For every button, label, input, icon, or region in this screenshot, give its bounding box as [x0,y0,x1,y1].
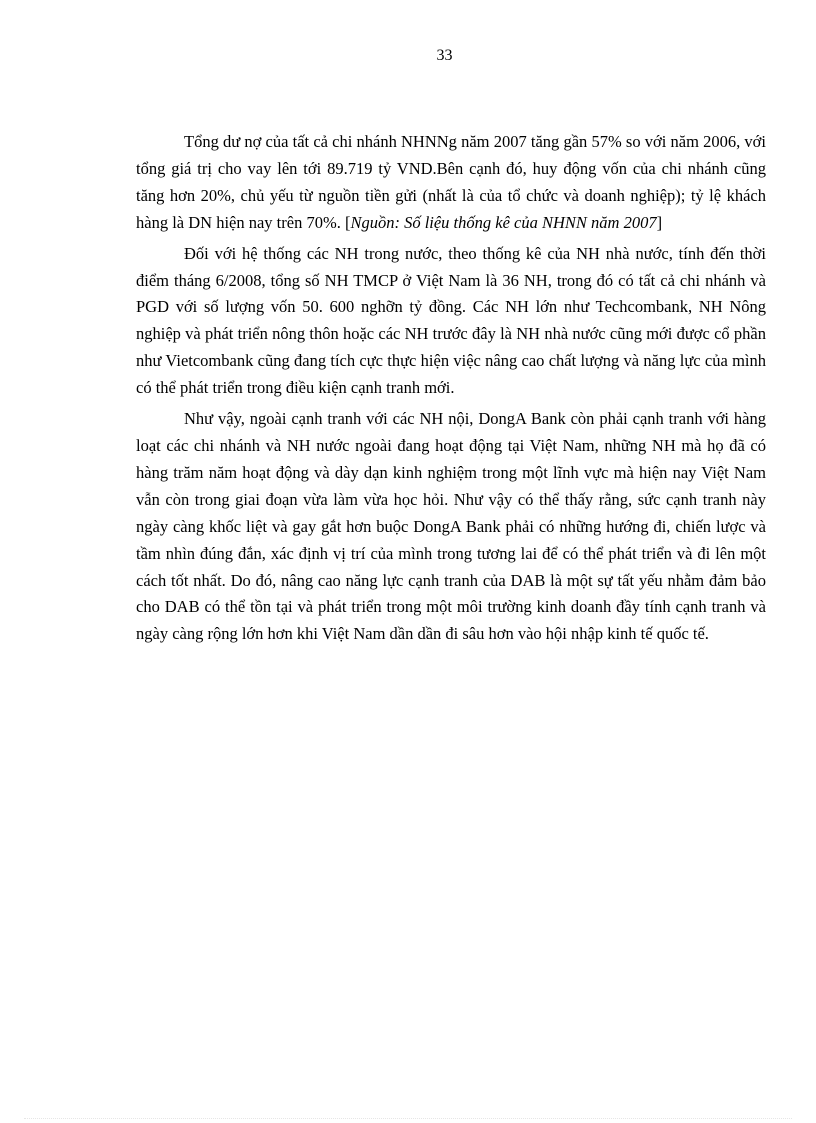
page-bottom-divider [24,1118,792,1119]
body-text [136,129,766,652]
paragraph-1-text: Tổng dư nợ của tất cả chi nhánh NHNNg năm 2007 tăng gần 57% so với năm 2006, với tổng giá trị cho vay lên tới 89.719 tỷ VND.Bên cạnh đó, huy động vốn của chi nhánh cũng tăng hơn 20%, chủ yếu từ nguồn tiền gửi (nhất là của tổ chức và doanh nghiệp); tỷ lệ khách hàng là DN hiện nay trên 70%. [ [136,132,766,232]
paragraph-2: Đối với hệ thống các NH trong nước, theo thống kê của NH nhà nước, tính đến thời điểm tháng 6/2008, tổng số NH TMCP ở Việt Nam là 36 NH, trong đó có tất cả chi nhánh và PGD với số lượng vốn 50. 600 nghỡn tỷ đồng. Các NH lớn như Techcombank, NH Nông nghiệp và phát triển nông thôn hoặc các NH trước đây là NH nhà nước cũng mới được cổ phần như Vietcombank cũng đang tích cực thực hiện việc nâng cao chất lượng và năng lực của mình có thể phát triển trong điều kiện cạnh tranh mới. [136,243,766,398]
paragraph-3: Như vậy, ngoài cạnh tranh với các NH nội, DongA Bank còn phải cạnh tranh với hàng loạt các chi nhánh và NH nước ngoài đang hoạt động tại Việt Nam, những NH mà họ đã có hàng trăm năm hoạt động và dày dạn kinh nghiệm trong một lĩnh vực mà hiện nay Việt Nam vẫn còn trong giai đoạn vừa làm vừa học hỏi. Như vậy có thể thấy rằng, sức cạnh tranh này ngày càng khốc liệt và gay gắt hơn buộc DongA Bank phải có những hướng đi, chiến lược và tầm nhìn đúng đắn, xác định vị trí của mình trong tương lai để có thể phát triển và đi lên một cách tốt nhất. Do đó, nâng cao năng lực cạnh tranh của DAB là một sự tất yếu nhằm đảm bảo cho DAB có thể tồn tại và phát triển trong một môi trường kinh doanh đầy tính cạnh tranh và ngày càng rộng lớn hơn khi Việt Nam dần dần đi sâu hơn vào hội nhập kinh tế quốc tế. [136,409,766,644]
paragraph-1 [136,129,766,237]
citation-close-bracket: ] [656,212,663,232]
source-citation: Nguồn: Số liệu thống kê của NHNN năm 2007 [350,212,657,232]
page-number: 33 [436,47,453,64]
